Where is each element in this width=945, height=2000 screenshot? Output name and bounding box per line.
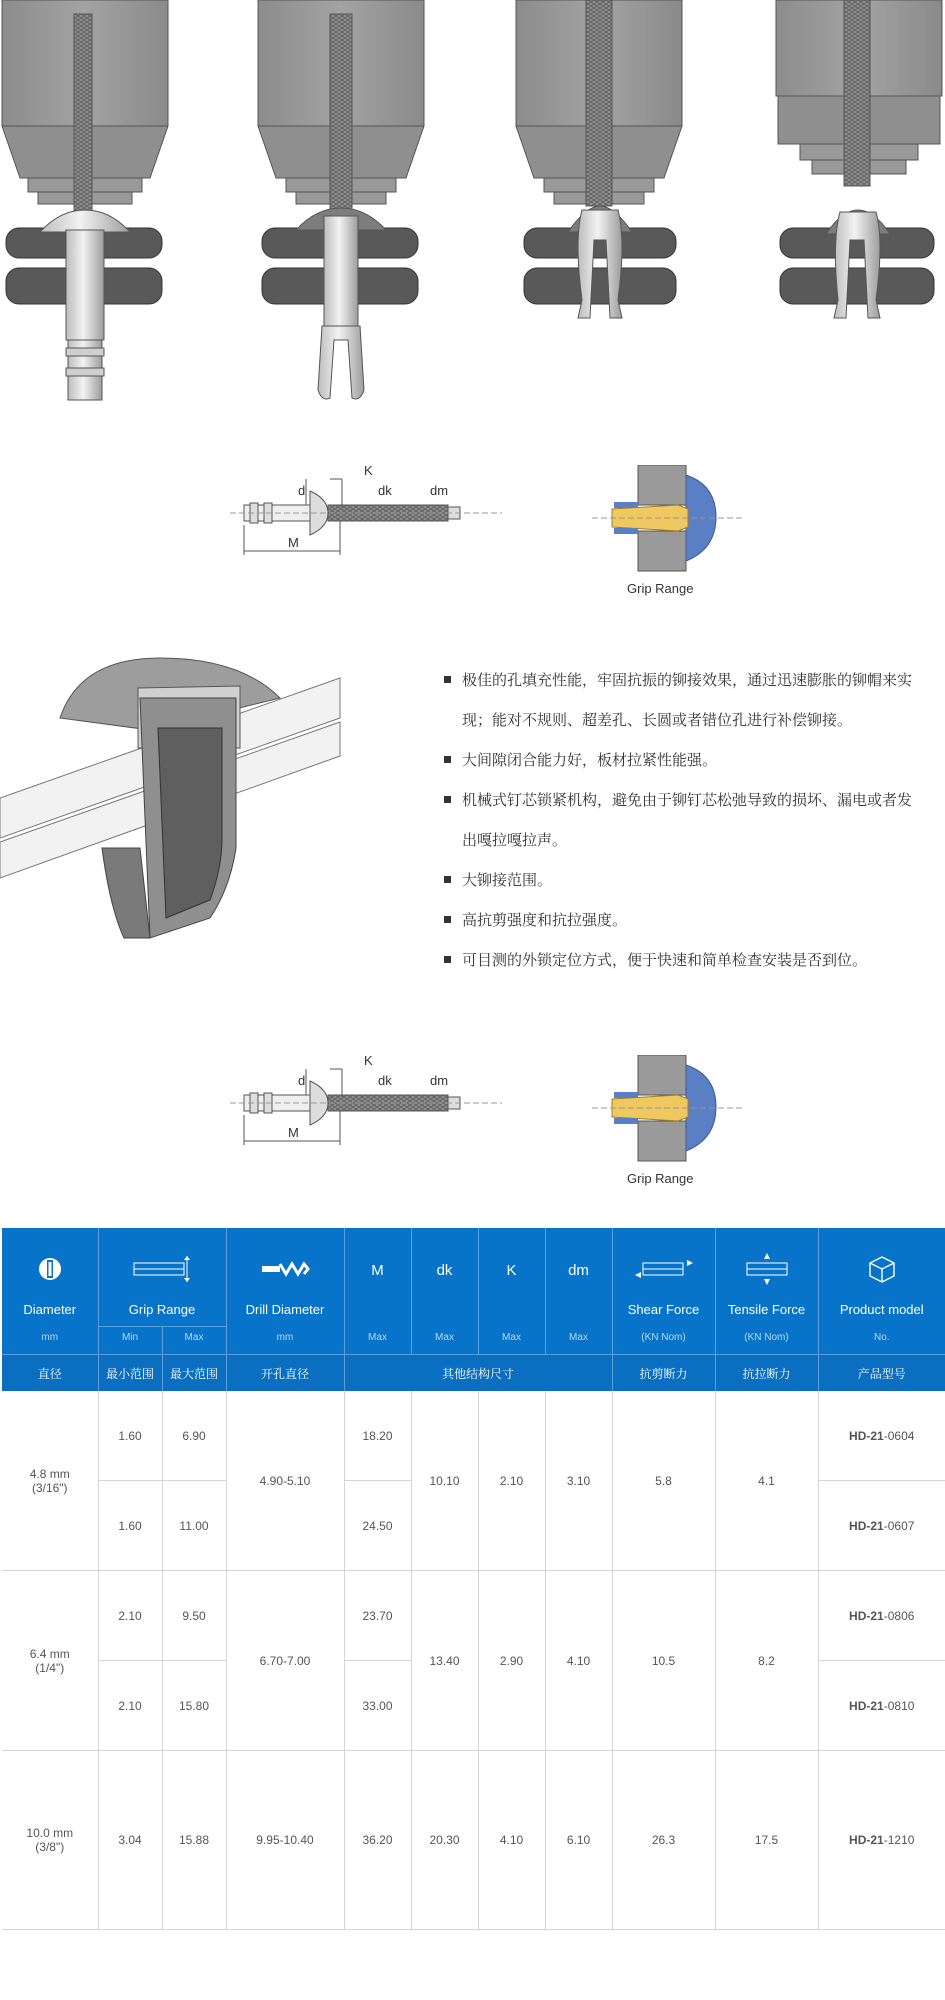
installed-rivet-cutaway [0,638,345,958]
installation-sequence-illustration [0,0,945,420]
stage-2-pull [258,0,424,399]
header-diameter: Diameter [23,1302,77,1317]
rivet-dimension-drawing [230,455,510,565]
rivet-dimension-drawing-2 [230,1045,510,1155]
label-d: d [298,1073,306,1088]
stage-1-insert [2,0,168,400]
drill-bit-icon [260,1261,310,1277]
rivet-head-icon [37,1256,63,1282]
grip-range-label-2: Grip Range [627,1171,694,1186]
label-dk: dk [378,1073,392,1088]
label-m: M [288,535,299,550]
header-dk: dk [436,1262,453,1279]
header-tensile-force: Tensile Force [727,1302,806,1317]
tensile-force-icon [745,1252,789,1286]
label-k: K [364,463,373,478]
table-cn-header-row: 直径 最小范围 最大范围 开孔直径 其他结构尺寸 抗剪断力 抗拉断力 产品型号 [2,1355,945,1392]
feature-item: 高抗剪强度和抗拉强度。 [440,900,920,940]
spec-table [2,1228,945,1930]
header-shear-force: Shear Force [627,1302,700,1317]
table-row: 10.0 mm (3/8") 3.04 15.88 9.95-10.40 36.20 20.30 4.10 6.10 26.3 17.5 HD-21-1210 [2,1751,945,1930]
header-dm: dm [568,1262,589,1279]
stage-3-expand [516,0,682,318]
header-product-model: Product model [839,1302,924,1317]
header-m: M [371,1262,384,1279]
table-row: 2.10 15.80 33.00 HD-21-0810 [2,1661,945,1751]
grip-range-icon [131,1254,193,1284]
header-drill-diameter: Drill Diameter [245,1302,325,1317]
label-dk: dk [378,483,392,498]
feature-item: 可目测的外锁定位方式，便于快速和简单检查安装是否到位。 [440,940,920,980]
label-d: d [298,483,306,498]
label-k: K [364,1053,373,1068]
label-dm: dm [430,483,449,498]
feature-item: 机械式钉芯锁紧机构，避免由于铆钉芯松弛导致的损坏、漏电或者发出嘎拉嘎拉声。 [440,780,920,860]
table-header-row: Diameter mm Grip Range Min Max Drill Diameter mm M Max dk Max K Max dm Max Shear Force (KN Nom) Tensile Force (KN Nom) Product model No. [2,1228,945,1355]
feature-item: 大铆接范围。 [440,860,920,900]
feature-item: 极佳的孔填充性能，牢固抗振的铆接效果，通过迅速膨胀的铆帽来实现；能对不规则、超差孔、长圆或者错位孔进行补偿铆接。 [440,660,920,740]
table-row: 4.8 mm (3/16") 1.60 6.90 4.90-5.10 18.20 10.10 2.10 3.10 5.8 4.1 HD-21-0604 [2,1391,945,1481]
table-row: 1.60 11.00 24.50 HD-21-0607 [2,1481,945,1571]
shear-force-icon [633,1257,695,1281]
grip-range-cross-section-2 [592,1055,742,1165]
stage-4-set [776,0,942,318]
label-dm: dm [430,1073,449,1088]
feature-item: 大间隙闭合能力好，板材拉紧性能强。 [440,740,920,780]
header-grip-range: Grip Range [128,1302,196,1317]
label-m: M [288,1125,299,1140]
box-icon [867,1254,897,1284]
grip-range-cross-section [592,465,742,575]
feature-list [440,660,920,980]
grip-range-label: Grip Range [627,581,694,596]
table-row: 6.4 mm (1/4") 2.10 9.50 6.70-7.00 23.70 13.40 2.90 4.10 10.5 8.2 HD-21-0806 [2,1571,945,1661]
header-k: K [506,1262,517,1279]
